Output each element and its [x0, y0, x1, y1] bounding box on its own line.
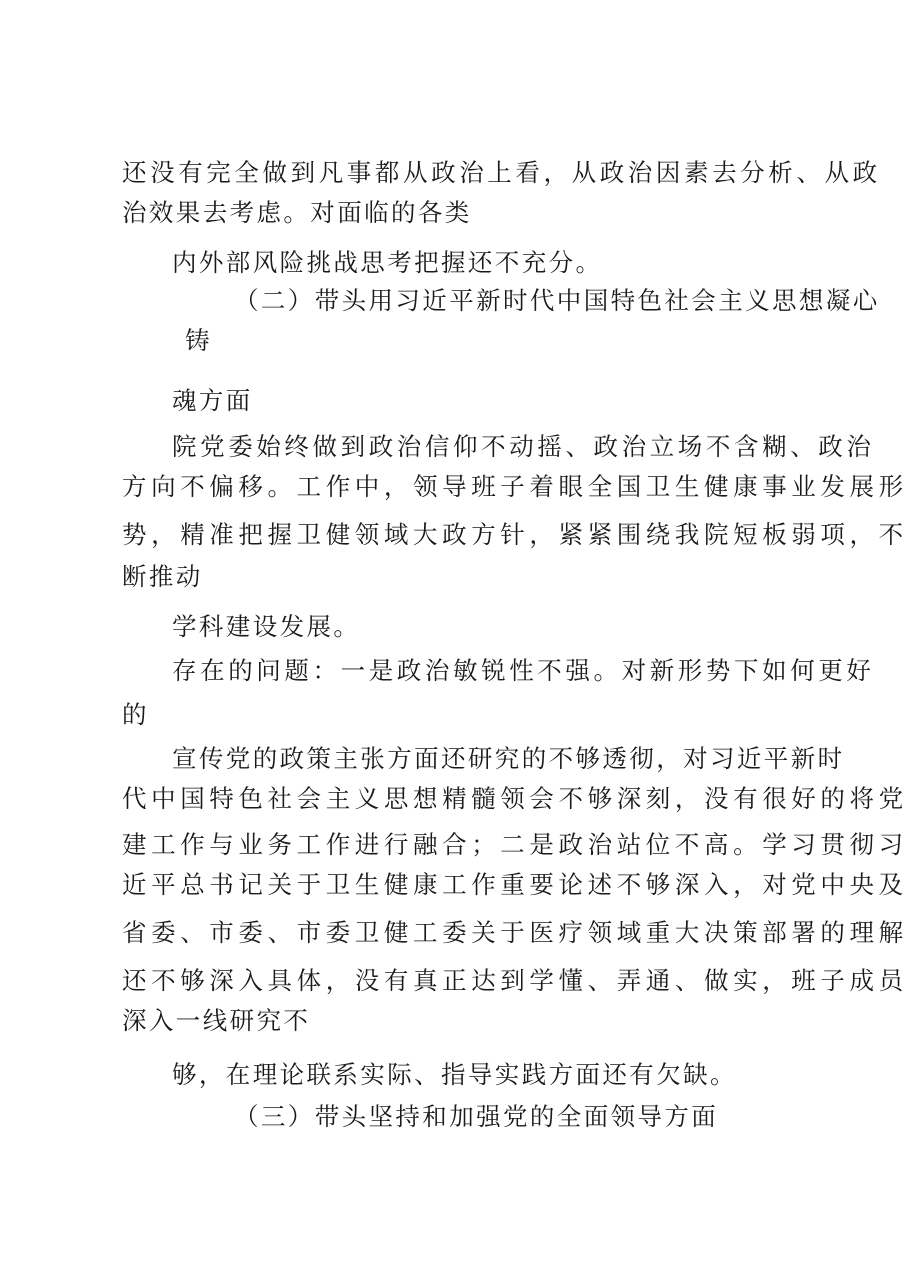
- paragraph-line: 省委、市委、市委卫健工委关于医疗领域重大决策部署的理解: [122, 918, 908, 947]
- paragraph-line: 学科建设发展。: [172, 612, 361, 641]
- paragraph-line: 内外部风险挑战思考把握还不充分。: [172, 248, 603, 277]
- paragraph-line: 代中国特色社会主义思想精髓领会不够深刻，没有很好的将党: [122, 784, 908, 813]
- section-heading: （三）带头坚持和加强党的全面领导方面: [234, 1102, 719, 1131]
- paragraph-line: 的: [122, 700, 149, 729]
- paragraph-line: 存在的问题：一是政治敏锐性不强。对新形势下如何更好: [172, 656, 875, 685]
- paragraph-line: 势，精准把握卫健领域大政方针，紧紧围绕我院短板弱项，不: [122, 520, 908, 549]
- paragraph-line: 够，在理论联系实际、指导实践方面还有欠缺。: [172, 1060, 737, 1089]
- paragraph-line: 宣传党的政策主张方面还研究的不够透彻，对习近平新时: [172, 744, 845, 773]
- paragraph-line: 断推动: [122, 562, 203, 591]
- paragraph-line: 还没有完全做到凡事都从政治上看，从政治因素去分析、从政: [122, 158, 881, 187]
- paragraph-line: 方向不偏移。工作中，领导班子着眼全国卫生健康事业发展形: [122, 472, 908, 501]
- paragraph-line: 治效果去考虑。对面临的各类: [122, 198, 472, 227]
- paragraph-line: 还不够深入具体，没有真正达到学懂、弄通、做实，班子成员: [122, 966, 908, 995]
- paragraph-line: 院党委始终做到政治信仰不动摇、政治立场不含糊、政治: [172, 432, 875, 461]
- section-heading-continuation: 铸: [185, 326, 212, 355]
- paragraph-line: 魂方面: [172, 386, 253, 415]
- paragraph-line: 深入一线研究不: [122, 1006, 311, 1035]
- paragraph-line: 近平总书记关于卫生健康工作重要论述不够深入，对党中央及: [122, 870, 908, 899]
- paragraph-line: 建工作与业务工作进行融合；二是政治站位不高。学习贯彻习: [122, 830, 908, 859]
- section-heading: （二）带头用习近平新时代中国特色社会主义思想凝心: [234, 286, 880, 315]
